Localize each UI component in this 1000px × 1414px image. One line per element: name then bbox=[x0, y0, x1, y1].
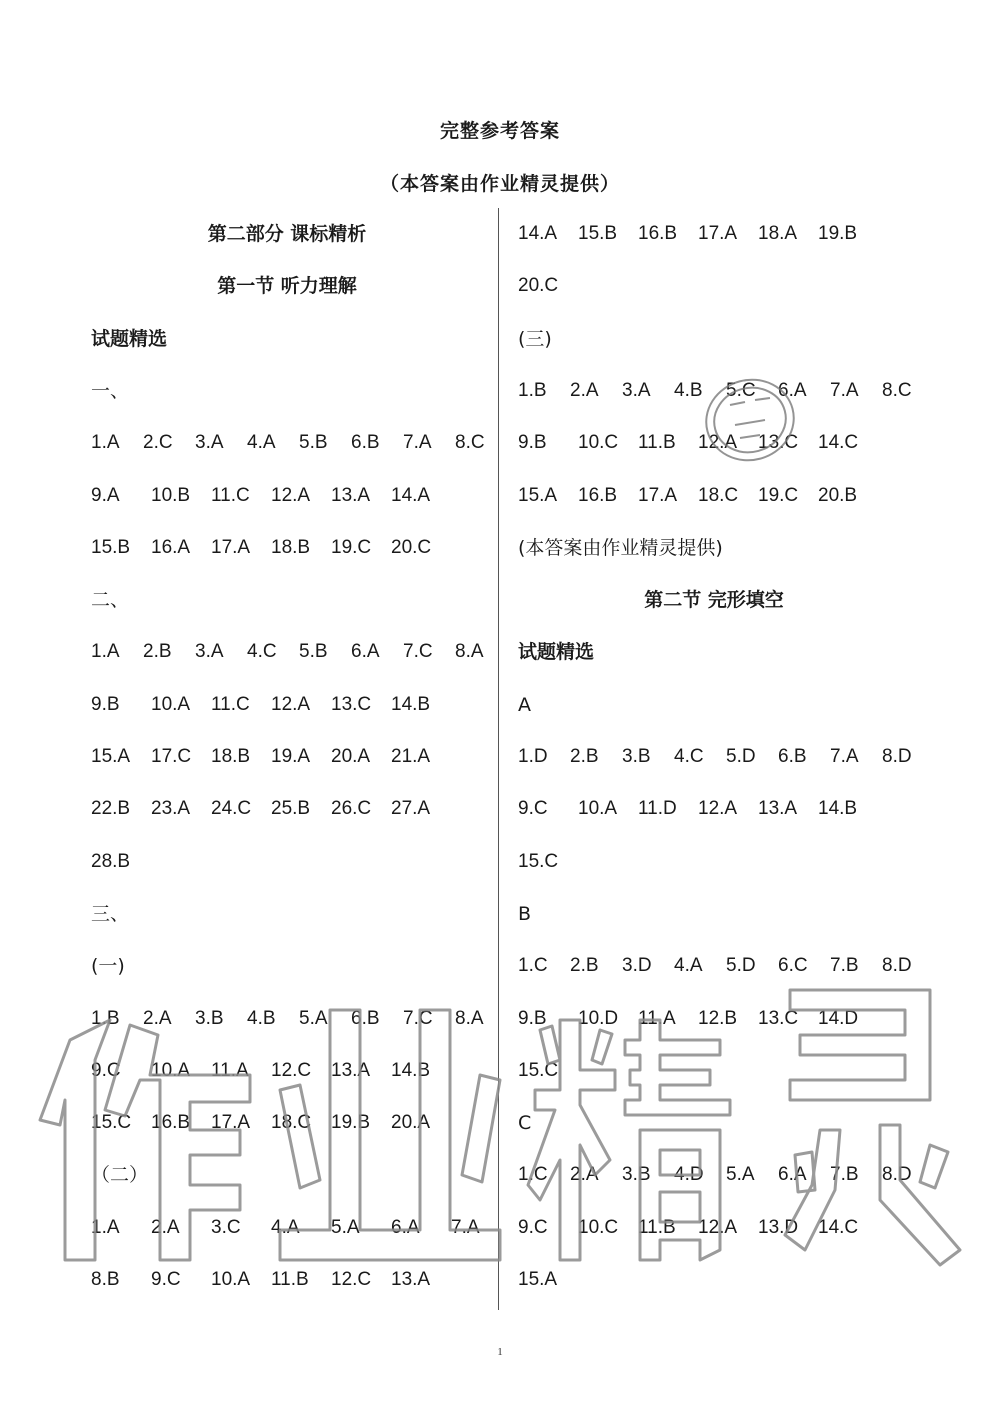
answer-item: 6.A bbox=[351, 641, 380, 663]
answer-item: 12.C bbox=[271, 1059, 312, 1081]
answer-item: 7.C bbox=[403, 1007, 433, 1029]
page-number: 1 bbox=[497, 1346, 503, 1358]
answer-item: 19.C bbox=[331, 536, 372, 558]
answer-item: 10.D bbox=[578, 1007, 619, 1029]
answer-item: 6.B bbox=[351, 432, 380, 454]
answer-item: 11.B bbox=[638, 432, 676, 454]
answer-item: 8.A bbox=[455, 1007, 484, 1029]
answer-item: 17.A bbox=[211, 1112, 251, 1134]
text-line: 二、 bbox=[91, 589, 130, 612]
answer-item: 15.C bbox=[518, 850, 559, 872]
answer-item: 11.C bbox=[211, 693, 250, 715]
answer-item: 11.B bbox=[638, 1216, 676, 1238]
answer-item: 20.C bbox=[391, 536, 432, 558]
answer-item: 19.C bbox=[758, 484, 799, 506]
answer-item: 10.C bbox=[578, 1216, 619, 1238]
answer-item: 3.A bbox=[195, 432, 224, 454]
section-heading: 第二节 完形填空 bbox=[644, 589, 784, 612]
text-line: B bbox=[518, 902, 532, 925]
answer-item: 13.A bbox=[331, 1059, 371, 1081]
answer-item: 5.B bbox=[299, 432, 328, 454]
answer-item: 10.B bbox=[151, 484, 191, 506]
answer-item: 2.C bbox=[143, 432, 173, 454]
text-line: 一、 bbox=[91, 379, 130, 402]
answer-item: 17.C bbox=[151, 746, 192, 767]
answer-item: 1.C bbox=[518, 1164, 548, 1186]
answer-item: 11.B bbox=[271, 1269, 309, 1290]
answer-item: 12.A bbox=[698, 432, 738, 454]
text-line: (本答案由作业精灵提供) bbox=[518, 536, 723, 559]
answer-item: 17.A bbox=[698, 223, 738, 244]
answer-item: 3.A bbox=[195, 641, 224, 663]
answer-item: 18.C bbox=[271, 1112, 312, 1134]
answer-item: 2.B bbox=[143, 641, 172, 663]
answer-item: 6.B bbox=[778, 746, 807, 767]
answer-item: 25.B bbox=[271, 798, 311, 820]
text-line: (三) bbox=[518, 327, 552, 350]
answer-item: 1.C bbox=[518, 955, 548, 977]
answer-item: 19.B bbox=[818, 223, 858, 244]
answer-item: 2.A bbox=[570, 1164, 599, 1186]
answer-item: 4.B bbox=[247, 1007, 276, 1029]
answer-item: 13.D bbox=[758, 1216, 799, 1238]
answer-item: 12.A bbox=[698, 798, 738, 820]
section-heading: 第二部分 课标精析 bbox=[207, 223, 367, 245]
answer-item: 20.A bbox=[331, 746, 371, 767]
answer-item: 4.A bbox=[674, 955, 703, 977]
answer-item: 15.A bbox=[518, 484, 558, 506]
answer-item: 3.A bbox=[622, 379, 651, 401]
answer-item: 3.B bbox=[622, 746, 651, 767]
answer-item: 1.B bbox=[518, 379, 547, 401]
answer-item: 14.A bbox=[391, 484, 431, 506]
answer-item: 6.A bbox=[391, 1216, 420, 1238]
answer-item: 2.B bbox=[570, 955, 599, 977]
answer-item: 13.A bbox=[331, 484, 371, 506]
answer-item: 18.C bbox=[698, 484, 739, 506]
answer-item: 12.A bbox=[271, 484, 311, 506]
answer-item: 4.C bbox=[674, 746, 704, 767]
answer-item: 5.A bbox=[331, 1216, 360, 1238]
answer-item: 21.A bbox=[391, 746, 431, 767]
answer-item: 3.B bbox=[195, 1007, 224, 1029]
answer-item: 9.B bbox=[518, 432, 547, 454]
answer-item: 18.B bbox=[271, 536, 311, 558]
answer-item: 10.C bbox=[578, 432, 619, 454]
answer-item: 2.B bbox=[570, 746, 599, 767]
answer-item: 15.C bbox=[518, 1059, 559, 1081]
answer-item: 28.B bbox=[91, 850, 131, 872]
answer-item: 9.C bbox=[518, 798, 548, 820]
answer-item: 10.A bbox=[151, 1059, 191, 1081]
answer-item: 18.B bbox=[211, 746, 251, 767]
answer-item: 12.C bbox=[331, 1269, 372, 1290]
answer-item: 24.C bbox=[211, 798, 252, 820]
answer-item: 5.B bbox=[299, 641, 328, 663]
answer-item: 15.C bbox=[91, 1112, 132, 1134]
answer-item: 14.B bbox=[391, 693, 431, 715]
answer-item: 10.A bbox=[151, 693, 191, 715]
answer-item: 9.C bbox=[151, 1269, 181, 1290]
answer-item: 2.A bbox=[570, 379, 599, 401]
answer-item: 9.C bbox=[518, 1216, 548, 1238]
text-line: 三、 bbox=[91, 902, 130, 925]
text-line: （二） bbox=[91, 1164, 149, 1187]
answer-item: 3.B bbox=[622, 1164, 651, 1186]
answer-item: 8.B bbox=[91, 1269, 120, 1290]
answer-item: 17.A bbox=[638, 484, 678, 506]
answer-item: 4.D bbox=[674, 1164, 704, 1186]
answer-item: 7.A bbox=[451, 1216, 480, 1238]
answer-item: 8.D bbox=[882, 1164, 912, 1186]
answer-item: 5.A bbox=[299, 1007, 328, 1029]
answer-item: 6.A bbox=[778, 1164, 807, 1186]
answer-item: 5.C bbox=[726, 379, 756, 401]
answer-item: 9.C bbox=[91, 1059, 121, 1081]
answer-item: 11.A bbox=[211, 1059, 249, 1081]
answer-item: 5.A bbox=[726, 1164, 755, 1186]
answer-item: 7.B bbox=[830, 955, 859, 977]
answer-item: 14.C bbox=[818, 1216, 859, 1238]
answer-item: 8.D bbox=[882, 746, 912, 767]
answer-item: 12.B bbox=[698, 1007, 738, 1029]
answer-item: 11.D bbox=[638, 798, 677, 820]
answer-item: 20.C bbox=[518, 275, 559, 297]
answer-item: 16.B bbox=[151, 1112, 191, 1134]
answer-item: 15.B bbox=[91, 536, 131, 558]
answer-item: 20.A bbox=[391, 1112, 431, 1134]
answer-item: 9.B bbox=[91, 693, 120, 715]
answer-item: 2.A bbox=[151, 1216, 180, 1238]
answer-item: 17.A bbox=[211, 536, 251, 558]
answer-item: 11.C bbox=[211, 484, 250, 506]
column-divider bbox=[498, 208, 499, 1310]
answer-item: 14.D bbox=[818, 1007, 859, 1029]
answer-item: 8.A bbox=[455, 641, 484, 663]
answer-item: 9.A bbox=[91, 484, 120, 506]
section-label: 试题精选 bbox=[518, 641, 595, 664]
text-line: (一) bbox=[91, 955, 125, 978]
answer-item: 15.B bbox=[578, 223, 618, 244]
answer-item: 12.A bbox=[698, 1216, 738, 1238]
answer-item: 22.B bbox=[91, 798, 131, 820]
answer-item: 16.A bbox=[151, 536, 191, 558]
answer-item: 7.C bbox=[403, 641, 433, 663]
answer-item: 1.A bbox=[91, 641, 120, 663]
answer-item: 7.A bbox=[830, 379, 859, 401]
answer-item: 1.A bbox=[91, 1216, 120, 1238]
answer-item: 2.A bbox=[143, 1007, 172, 1029]
answer-item: 13.A bbox=[391, 1269, 431, 1290]
answer-item: 8.D bbox=[882, 955, 912, 977]
answer-item: 15.A bbox=[91, 746, 131, 767]
answer-item: 18.A bbox=[758, 223, 798, 244]
answer-item: 19.B bbox=[331, 1112, 371, 1134]
answer-item: 7.B bbox=[830, 1164, 859, 1186]
section-label: 试题精选 bbox=[91, 327, 168, 350]
answer-item: 10.A bbox=[578, 798, 618, 820]
answer-item: 8.C bbox=[455, 432, 485, 454]
answer-item: 1.A bbox=[91, 432, 120, 454]
section-heading: 第一节 听力理解 bbox=[217, 275, 357, 298]
answer-item: 13.A bbox=[758, 798, 798, 820]
answer-item: 4.B bbox=[674, 379, 703, 401]
answer-item: 14.A bbox=[518, 223, 558, 244]
answer-item: 14.B bbox=[391, 1059, 431, 1081]
answer-item: 16.B bbox=[578, 484, 618, 506]
text-line: A bbox=[518, 693, 531, 716]
answer-item: 11.A bbox=[638, 1007, 676, 1029]
answer-item: 6.C bbox=[778, 955, 808, 977]
answer-item: 13.C bbox=[758, 1007, 799, 1029]
answer-item: 7.A bbox=[830, 746, 859, 767]
answer-item: 14.B bbox=[818, 798, 858, 820]
answer-item: 10.A bbox=[211, 1269, 251, 1290]
page-title: 完整参考答案 bbox=[439, 120, 560, 142]
text-line: C bbox=[518, 1112, 532, 1135]
answer-item: 27.A bbox=[391, 798, 431, 820]
answer-item: 9.B bbox=[518, 1007, 547, 1029]
answer-item: 6.B bbox=[351, 1007, 380, 1029]
answer-item: 3.D bbox=[622, 955, 652, 977]
answer-item: 20.B bbox=[818, 484, 858, 506]
answer-item: 5.D bbox=[726, 746, 756, 767]
answer-item: 1.B bbox=[91, 1007, 120, 1029]
answer-item: 15.A bbox=[518, 1269, 558, 1290]
answer-item: 5.D bbox=[726, 955, 756, 977]
answer-item: 13.C bbox=[758, 432, 799, 454]
answer-item: 7.A bbox=[403, 432, 432, 454]
answer-item: 6.A bbox=[778, 379, 807, 401]
answer-item: 3.C bbox=[211, 1216, 241, 1238]
answer-item: 8.C bbox=[882, 379, 912, 401]
answer-item: 4.A bbox=[271, 1216, 300, 1238]
answer-item: 14.C bbox=[818, 432, 859, 454]
answer-item: 12.A bbox=[271, 693, 311, 715]
answer-item: 26.C bbox=[331, 798, 372, 820]
answer-item: 23.A bbox=[151, 798, 191, 820]
answer-item: 19.A bbox=[271, 746, 311, 767]
page-subtitle: （本答案由作业精灵提供） bbox=[379, 173, 620, 195]
answer-item: 1.D bbox=[518, 746, 548, 767]
answer-item: 4.A bbox=[247, 432, 276, 454]
answer-item: 4.C bbox=[247, 641, 277, 663]
answer-item: 13.C bbox=[331, 693, 372, 715]
answer-item: 16.B bbox=[638, 223, 678, 244]
